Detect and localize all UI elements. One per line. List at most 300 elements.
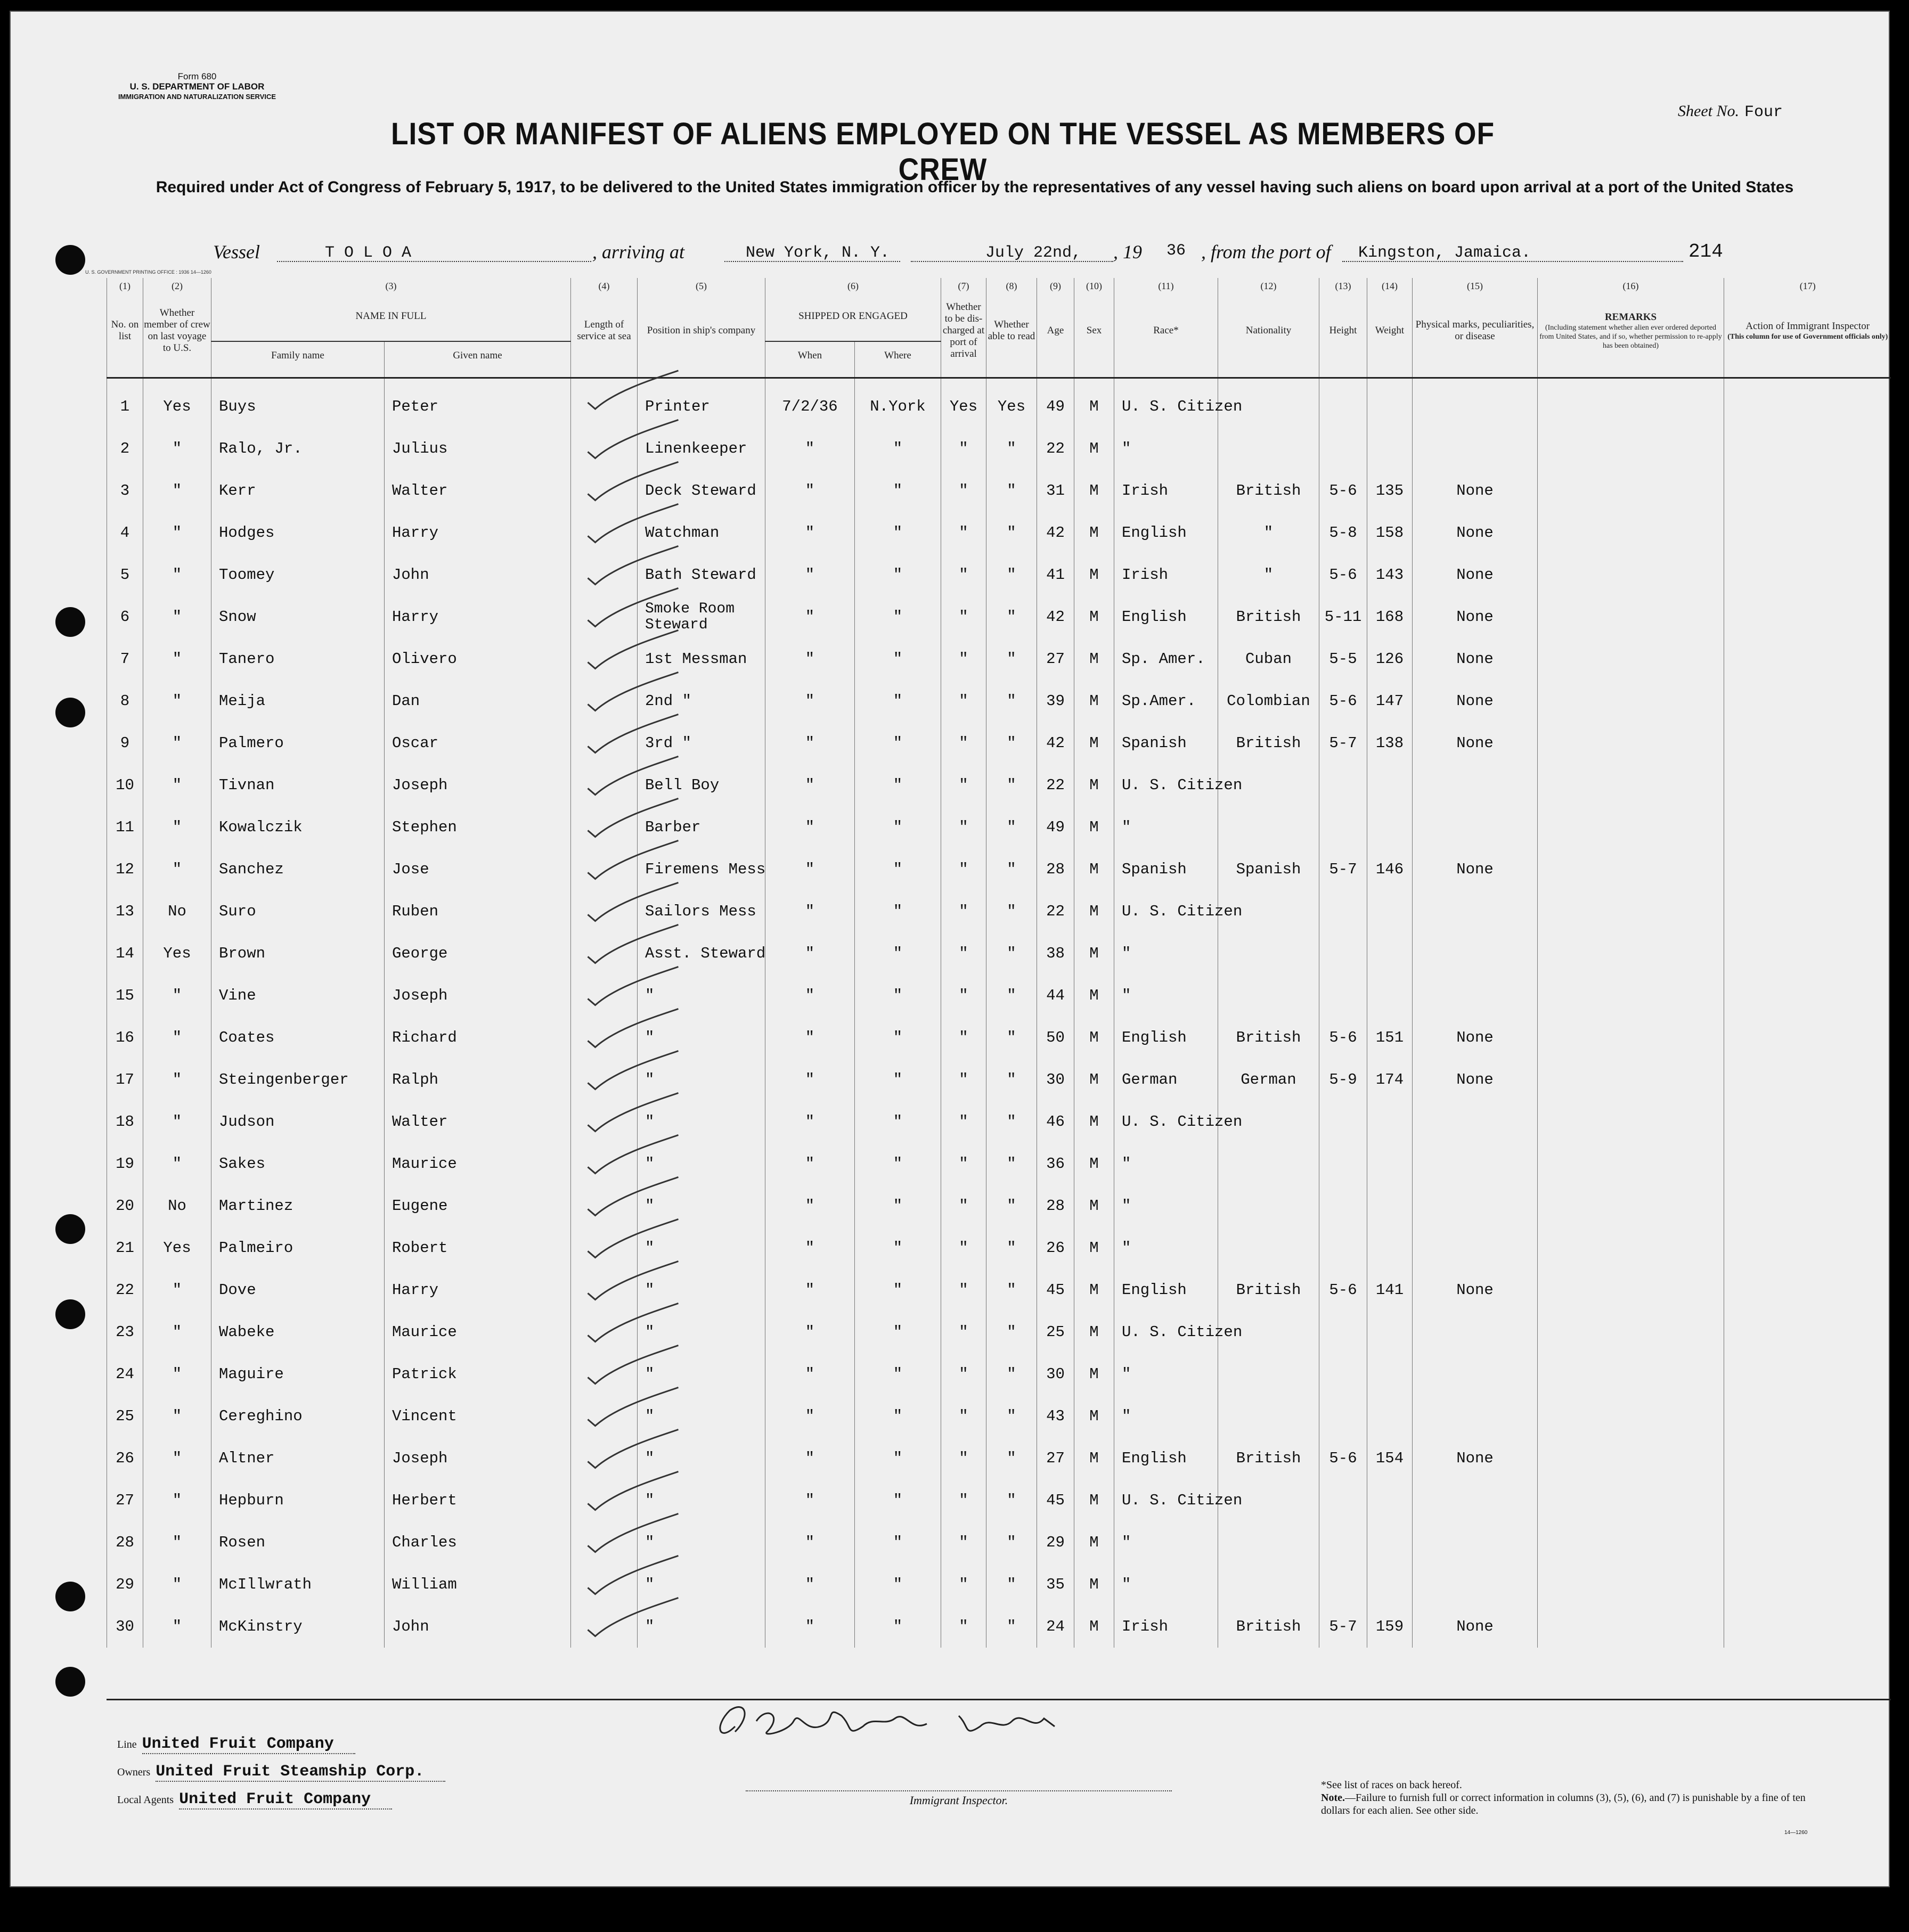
cell-when: " — [765, 470, 855, 512]
cell-discharged: " — [941, 1017, 986, 1059]
cell-given: Harry — [385, 596, 571, 638]
header-given-name: Given name — [385, 341, 571, 370]
cell-position: " — [638, 1563, 765, 1606]
cell-family: Brown — [211, 932, 385, 975]
cell-no: 30 — [107, 1606, 143, 1648]
cell-where: " — [855, 1017, 941, 1059]
cell-age: 36 — [1037, 1143, 1074, 1185]
line-value: United Fruit Company — [142, 1735, 355, 1754]
binder-hole — [55, 698, 85, 727]
cell-member: " — [143, 680, 211, 722]
cell-where: " — [855, 1479, 941, 1521]
cell-height: 5-6 — [1319, 554, 1367, 596]
cell-no: 8 — [107, 680, 143, 722]
manifest-sheet — [10, 11, 1890, 1887]
col-num: (12) — [1218, 278, 1319, 292]
cell-read: " — [986, 1437, 1037, 1479]
cell-family: Snow — [211, 596, 385, 638]
cell-position: 1st Messman — [638, 638, 765, 680]
cell-sex: M — [1074, 806, 1114, 848]
cell-position: Linenkeeper — [638, 428, 765, 470]
cell-race: English — [1114, 512, 1218, 554]
cell-nationality: British — [1218, 596, 1319, 638]
cell-marks: None — [1413, 1017, 1538, 1059]
cell-family: Toomey — [211, 554, 385, 596]
cell-discharged: " — [941, 932, 986, 975]
cell-sex: M — [1074, 680, 1114, 722]
cell-position: " — [638, 1395, 765, 1437]
cell-read: " — [986, 890, 1037, 932]
cell-where: " — [855, 1395, 941, 1437]
vessel-name: T O L O A — [325, 244, 412, 262]
cell-given: Ruben — [385, 890, 571, 932]
cell-family: Buys — [211, 370, 385, 428]
header-physical-marks: Physical marks, peculiarities, or disease — [1413, 292, 1538, 370]
cell-age: 30 — [1037, 1353, 1074, 1395]
cell-family: Suro — [211, 890, 385, 932]
cell-where: " — [855, 1311, 941, 1353]
cell-read: " — [986, 596, 1037, 638]
cell-sex: M — [1074, 512, 1114, 554]
cell-no: 26 — [107, 1437, 143, 1479]
header-position: Position in ship's company — [638, 292, 765, 370]
page-subtitle: Required under Act of Congress of February 5, 1917, to be delivered to the United States immigration officer by the representatives of any vessel having such aliens on board upon arrival at a port of the United States — [156, 178, 1794, 196]
cell-member: No — [143, 1185, 211, 1227]
cell-member: " — [143, 848, 211, 890]
cell-age: 43 — [1037, 1395, 1074, 1437]
cell-nationality: Spanish — [1218, 848, 1319, 890]
cell-height: 5-6 — [1319, 1017, 1367, 1059]
check-mark — [588, 672, 679, 710]
cell-read: " — [986, 1269, 1037, 1311]
cell-race: " — [1114, 1521, 1218, 1563]
cell-when: " — [765, 596, 855, 638]
cell-sex: M — [1074, 1017, 1114, 1059]
check-mark — [588, 967, 679, 1005]
cell-member: " — [143, 1521, 211, 1563]
cell-family: Vine — [211, 975, 385, 1017]
immigrant-inspector-label: Immigrant Inspector. — [746, 1790, 1172, 1807]
cell-member: " — [143, 1059, 211, 1101]
header-shipped-or-engaged: SHIPPED OR ENGAGED — [765, 292, 941, 341]
cell-nationality: German — [1218, 1059, 1319, 1101]
cell-family: Tanero — [211, 638, 385, 680]
cell-age: 41 — [1037, 554, 1074, 596]
cell-age: 30 — [1037, 1059, 1074, 1101]
cell-discharged: " — [941, 890, 986, 932]
cell-given: Maurice — [385, 1143, 571, 1185]
signature-mark — [714, 1694, 1097, 1748]
cell-where: " — [855, 1437, 941, 1479]
cell-sex: M — [1074, 1311, 1114, 1353]
check-mark — [588, 840, 679, 879]
cell-family: Palmeiro — [211, 1227, 385, 1269]
cell-given: Joseph — [385, 975, 571, 1017]
cell-family: Hodges — [211, 512, 385, 554]
cell-sex: M — [1074, 554, 1114, 596]
cell-given: Peter — [385, 370, 571, 428]
cell-position: Firemens Mess — [638, 848, 765, 890]
cell-discharged: " — [941, 1606, 986, 1648]
cell-age: 45 — [1037, 1269, 1074, 1311]
cell-race: U. S. Citizen — [1114, 1101, 1218, 1143]
cell-family: Steingenberger — [211, 1059, 385, 1101]
header-where: Where — [855, 341, 941, 370]
cell-when: " — [765, 722, 855, 764]
cell-age: 38 — [1037, 932, 1074, 975]
arrival-date: July 22nd, — [985, 244, 1082, 262]
cell-age: 42 — [1037, 512, 1074, 554]
cell-position: " — [638, 1479, 765, 1521]
cell-weight: 141 — [1367, 1269, 1413, 1311]
cell-age: 24 — [1037, 1606, 1074, 1648]
cell-race: U. S. Citizen — [1114, 370, 1218, 428]
cell-weight: 126 — [1367, 638, 1413, 680]
cell-age: 29 — [1037, 1521, 1074, 1563]
cell-member: " — [143, 1353, 211, 1395]
cell-nationality: British — [1218, 722, 1319, 764]
cell-member: " — [143, 1606, 211, 1648]
cell-when: " — [765, 512, 855, 554]
check-mark — [588, 1387, 679, 1426]
cell-sex: M — [1074, 428, 1114, 470]
cell-sex: M — [1074, 1606, 1114, 1648]
cell-family: Meija — [211, 680, 385, 722]
cell-where: " — [855, 512, 941, 554]
cell-no: 5 — [107, 554, 143, 596]
cell-age: 22 — [1037, 428, 1074, 470]
cell-discharged: " — [941, 1479, 986, 1521]
cell-where: " — [855, 638, 941, 680]
cell-discharged: " — [941, 680, 986, 722]
cell-given: Walter — [385, 1101, 571, 1143]
cell-given: Herbert — [385, 1479, 571, 1521]
cell-marks: None — [1413, 638, 1538, 680]
cell-given: William — [385, 1563, 571, 1606]
cell-discharged: " — [941, 1437, 986, 1479]
header-no-on-list: No. on list — [107, 292, 143, 370]
check-mark — [588, 420, 679, 458]
cell-position: Asst. Steward — [638, 932, 765, 975]
cell-family: McIllwrath — [211, 1563, 385, 1606]
cell-position: " — [638, 1143, 765, 1185]
cell-read: " — [986, 470, 1037, 512]
header-when: When — [765, 341, 855, 370]
cell-discharged: " — [941, 975, 986, 1017]
cell-read: " — [986, 975, 1037, 1017]
cell-read: " — [986, 1185, 1037, 1227]
cell-where: " — [855, 1185, 941, 1227]
cell-race: English — [1114, 1017, 1218, 1059]
cell-position: " — [638, 1017, 765, 1059]
cell-nationality: British — [1218, 470, 1319, 512]
cell-family: Wabeke — [211, 1311, 385, 1353]
form-number: Form 680 — [177, 71, 217, 81]
cell-weight: 159 — [1367, 1606, 1413, 1648]
cell-member: " — [143, 512, 211, 554]
cell-where: " — [855, 1521, 941, 1563]
cell-read: " — [986, 554, 1037, 596]
cell-given: George — [385, 932, 571, 975]
cell-weight: 158 — [1367, 512, 1413, 554]
header-name-in-full: NAME IN FULL — [211, 292, 571, 341]
cell-sex: M — [1074, 1269, 1114, 1311]
sheet-label: Sheet No. — [1678, 102, 1739, 120]
cell-member: " — [143, 764, 211, 806]
cell-discharged: " — [941, 428, 986, 470]
cell-race: U. S. Citizen — [1114, 890, 1218, 932]
check-mark — [588, 1135, 679, 1173]
cell-where: " — [855, 848, 941, 890]
cell-read: " — [986, 1017, 1037, 1059]
cell-read: " — [986, 638, 1037, 680]
cell-when: " — [765, 1143, 855, 1185]
cell-race: Sp. Amer. — [1114, 638, 1218, 680]
cell-position: Sailors Mess — [638, 890, 765, 932]
check-mark — [588, 371, 679, 409]
cell-family: Sanchez — [211, 848, 385, 890]
arrival-port: New York, N. Y. — [746, 244, 890, 262]
cell-given: Maurice — [385, 1311, 571, 1353]
check-mark — [588, 1429, 679, 1468]
inspector-signature — [714, 1694, 1097, 1750]
agents-label: Local Agents — [117, 1794, 174, 1806]
cell-read: " — [986, 1353, 1037, 1395]
cell-position: " — [638, 1311, 765, 1353]
cell-read: " — [986, 1395, 1037, 1437]
cell-height: 5-7 — [1319, 848, 1367, 890]
cell-age: 49 — [1037, 806, 1074, 848]
footer-owners-row — [117, 1763, 445, 1781]
cell-age: 42 — [1037, 596, 1074, 638]
check-mark — [588, 546, 679, 584]
cell-member: " — [143, 1563, 211, 1606]
cell-race: " — [1114, 1227, 1218, 1269]
cell-discharged: " — [941, 1521, 986, 1563]
cell-age: 27 — [1037, 638, 1074, 680]
sheet-value: Four — [1744, 103, 1783, 121]
cell-weight: 154 — [1367, 1437, 1413, 1479]
check-mark — [588, 1345, 679, 1383]
cell-position: " — [638, 1269, 765, 1311]
cell-when: " — [765, 1227, 855, 1269]
cell-given: Ralph — [385, 1059, 571, 1101]
cell-marks: None — [1413, 596, 1538, 638]
cell-when: " — [765, 975, 855, 1017]
cell-no: 2 — [107, 428, 143, 470]
col-num: (14) — [1367, 278, 1413, 292]
cell-position: Deck Steward — [638, 470, 765, 512]
cell-position: " — [638, 1353, 765, 1395]
cell-race: English — [1114, 1269, 1218, 1311]
cell-marks: None — [1413, 1606, 1538, 1648]
cell-race: Irish — [1114, 1606, 1218, 1648]
page-title: LIST OR MANIFEST OF ALIENS EMPLOYED ON THE VESSEL AS MEMBERS OF CREW — [391, 117, 1495, 187]
cell-discharged: " — [941, 1353, 986, 1395]
cell-member: " — [143, 1479, 211, 1521]
cell-given: Stephen — [385, 806, 571, 848]
cell-position: " — [638, 1437, 765, 1479]
cell-sex: M — [1074, 470, 1114, 512]
cell-family: Tivnan — [211, 764, 385, 806]
cell-no: 24 — [107, 1353, 143, 1395]
cell-position: 3rd " — [638, 722, 765, 764]
cell-read: " — [986, 932, 1037, 975]
col-num: (8) — [986, 278, 1037, 292]
cell-height: 5-11 — [1319, 596, 1367, 638]
year-prefix: , 19 — [1113, 241, 1142, 263]
cell-race: Sp.Amer. — [1114, 680, 1218, 722]
cell-given: Robert — [385, 1227, 571, 1269]
check-mark — [588, 1471, 679, 1510]
header-length-of-service: Length of service at sea — [571, 292, 638, 370]
cell-member: " — [143, 1437, 211, 1479]
cell-when: " — [765, 1606, 855, 1648]
check-mark — [588, 1219, 679, 1257]
cell-member: " — [143, 722, 211, 764]
cell-position: " — [638, 975, 765, 1017]
cell-race: " — [1114, 428, 1218, 470]
cell-sex: M — [1074, 1227, 1114, 1269]
sheet-code: 214 — [1688, 241, 1723, 263]
cell-marks: None — [1413, 722, 1538, 764]
cell-where: " — [855, 1143, 941, 1185]
col-num: (3) — [211, 278, 571, 292]
cell-discharged: " — [941, 1227, 986, 1269]
check-mark — [588, 1598, 679, 1636]
cell-given: Harry — [385, 512, 571, 554]
cell-when: " — [765, 1269, 855, 1311]
cell-no: 9 — [107, 722, 143, 764]
cell-age: 27 — [1037, 1437, 1074, 1479]
check-mark — [588, 504, 679, 542]
note-label: Note. — [1321, 1792, 1345, 1804]
footnote — [1321, 1779, 1832, 1817]
cell-family: Coates — [211, 1017, 385, 1059]
cell-weight: 143 — [1367, 554, 1413, 596]
owners-label: Owners — [117, 1766, 151, 1778]
cell-no: 22 — [107, 1269, 143, 1311]
cell-marks: None — [1413, 848, 1538, 890]
cell-discharged: " — [941, 1269, 986, 1311]
cell-when: " — [765, 890, 855, 932]
binder-hole — [55, 607, 85, 637]
cell-member: " — [143, 975, 211, 1017]
check-mark — [588, 1261, 679, 1299]
header-height: Height — [1319, 292, 1367, 370]
col-num: (7) — [941, 278, 986, 292]
cell-where: " — [855, 596, 941, 638]
cell-marks: None — [1413, 470, 1538, 512]
cell-height: 5-6 — [1319, 470, 1367, 512]
cell-discharged: " — [941, 1185, 986, 1227]
cell-sex: M — [1074, 1395, 1114, 1437]
cell-age: 22 — [1037, 890, 1074, 932]
cell-family: Kerr — [211, 470, 385, 512]
cell-no: 11 — [107, 806, 143, 848]
cell-when: " — [765, 638, 855, 680]
check-mark — [588, 1556, 679, 1594]
cell-sex: M — [1074, 370, 1114, 428]
cell-given: Vincent — [385, 1395, 571, 1437]
col-num: (13) — [1319, 278, 1367, 292]
cell-age: 42 — [1037, 722, 1074, 764]
cell-when: " — [765, 1437, 855, 1479]
cell-given: Harry — [385, 1269, 571, 1311]
col-num: (2) — [143, 278, 211, 292]
cell-when: " — [765, 428, 855, 470]
cell-race: U. S. Citizen — [1114, 764, 1218, 806]
action-title: Action of Immigrant Inspector — [1745, 320, 1870, 332]
cell-read: " — [986, 1143, 1037, 1185]
cell-age: 46 — [1037, 1101, 1074, 1143]
cell-no: 10 — [107, 764, 143, 806]
cell-when: " — [765, 1017, 855, 1059]
cell-given: Dan — [385, 680, 571, 722]
cell-discharged: " — [941, 512, 986, 554]
cell-where: " — [855, 680, 941, 722]
cell-race: " — [1114, 1143, 1218, 1185]
cell-no: 17 — [107, 1059, 143, 1101]
cell-no: 15 — [107, 975, 143, 1017]
cell-position: " — [638, 1185, 765, 1227]
arriving-label: , arriving at — [592, 241, 685, 263]
cell-position: Bell Boy — [638, 764, 765, 806]
cell-no: 19 — [107, 1143, 143, 1185]
cell-age: 26 — [1037, 1227, 1074, 1269]
check-mark — [588, 798, 679, 837]
footer-line-row — [117, 1735, 355, 1753]
cell-race: " — [1114, 806, 1218, 848]
cell-weight: 135 — [1367, 470, 1413, 512]
cell-member: " — [143, 806, 211, 848]
check-mark — [588, 756, 679, 795]
check-mark — [588, 1051, 679, 1089]
cell-race: " — [1114, 1353, 1218, 1395]
cell-given: John — [385, 1606, 571, 1648]
cell-race: " — [1114, 975, 1218, 1017]
cell-when: " — [765, 1395, 855, 1437]
cell-where: " — [855, 428, 941, 470]
cell-family: Maguire — [211, 1353, 385, 1395]
cell-position: Smoke Room Steward — [638, 596, 765, 638]
cell-sex: M — [1074, 932, 1114, 975]
cell-when: " — [765, 680, 855, 722]
cell-no: 3 — [107, 470, 143, 512]
cell-family: Martinez — [211, 1185, 385, 1227]
cell-no: 29 — [107, 1563, 143, 1606]
remarks-note: (Including statement whether alien ever ordered deported from United States, and if so, whether permission to re-apply has been obtained) — [1539, 323, 1722, 350]
footer-agents-row — [117, 1790, 392, 1808]
cell-discharged: " — [941, 1143, 986, 1185]
cell-nationality: Cuban — [1218, 638, 1319, 680]
agents-value: United Fruit Company — [179, 1790, 392, 1810]
cell-sex: M — [1074, 722, 1114, 764]
cell-member: Yes — [143, 932, 211, 975]
cell-when: " — [765, 1185, 855, 1227]
cell-discharged: " — [941, 554, 986, 596]
cell-age: 49 — [1037, 370, 1074, 428]
cell-nationality: " — [1218, 554, 1319, 596]
binder-hole — [55, 245, 85, 275]
check-mark — [588, 1009, 679, 1047]
cell-sex: M — [1074, 1143, 1114, 1185]
cell-read: " — [986, 764, 1037, 806]
cell-member: " — [143, 1311, 211, 1353]
cell-marks: None — [1413, 554, 1538, 596]
cell-position: " — [638, 1521, 765, 1563]
cell-marks: None — [1413, 680, 1538, 722]
